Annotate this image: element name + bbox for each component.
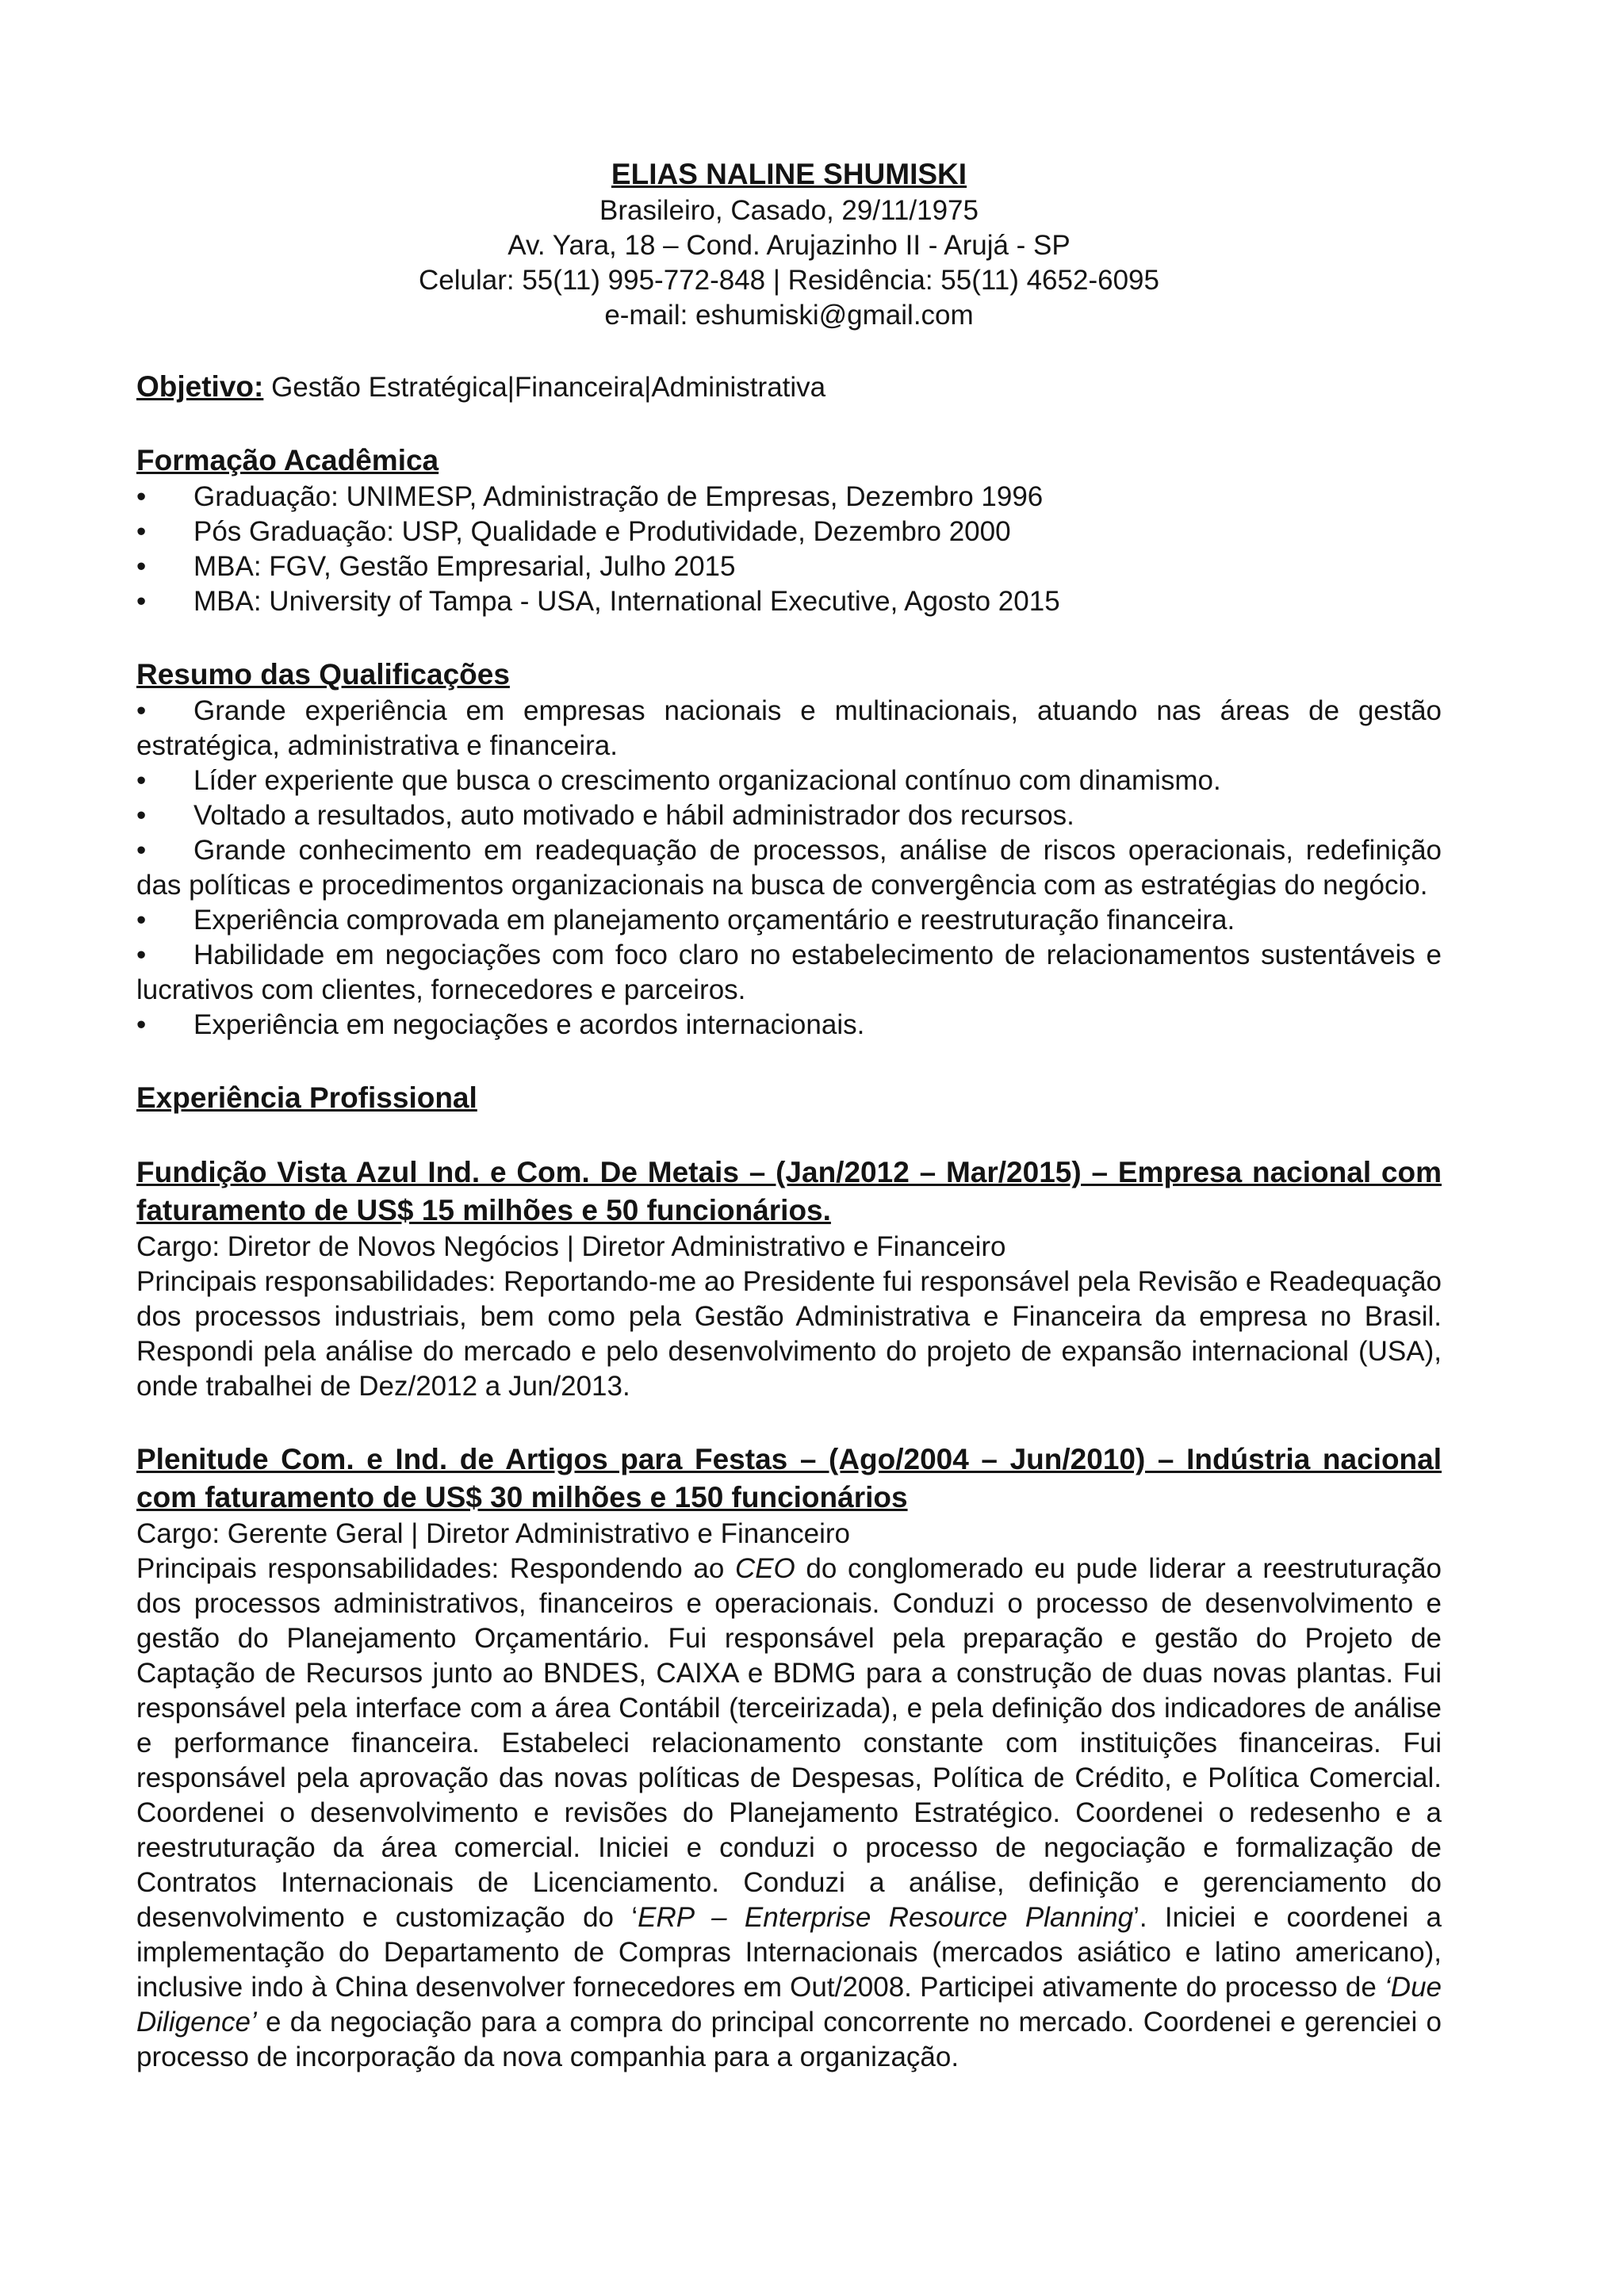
list-item: • Experiência em negociações e acordos internacionais. bbox=[136, 1008, 1442, 1043]
list-item: • Voltado a resultados, auto motivado e hábil administrador dos recursos. bbox=[136, 798, 1442, 833]
objective-text: Gestão Estratégica|Financeira|Administrativa bbox=[271, 372, 826, 403]
bullet-icon: • bbox=[136, 516, 147, 547]
bullet-icon: • bbox=[136, 939, 147, 970]
bullet-icon: • bbox=[136, 481, 147, 512]
personal-info: Brasileiro, Casado, 29/11/1975 bbox=[599, 195, 979, 226]
address: Av. Yara, 18 – Cond. Arujazinho II - Arujá - SP bbox=[508, 230, 1071, 261]
objective-line bbox=[136, 369, 1442, 405]
job2-company: Plenitude Com. e Ind. de Artigos para Festas – (Ago/2004 – Jun/2010) – Indústria nacional com faturamento de US$ 30 milhões e 150 funcionários bbox=[136, 1443, 1442, 1513]
email: e-mail: eshumiski@gmail.com bbox=[604, 300, 974, 331]
qualifications-list bbox=[136, 694, 1442, 1043]
list-item: • Grande conhecimento em readequação de processos, análise de riscos operacionais, redefinição das políticas e procedimentos organizacionais na busca de convergência com as estratégias do negócio. bbox=[136, 835, 1442, 901]
education-list bbox=[136, 480, 1442, 619]
bullet-icon: • bbox=[136, 586, 147, 617]
list-item: • Experiência comprovada em planejamento orçamentário e reestruturação financeira. bbox=[136, 903, 1442, 938]
bullet-icon: • bbox=[136, 695, 147, 726]
list-item: • Pós Graduação: USP, Qualidade e Produtividade, Dezembro 2000 bbox=[136, 515, 1442, 549]
education-title: Formação Acadêmica bbox=[136, 444, 439, 476]
resume-page bbox=[136, 155, 1442, 2075]
qualifications-title: Resumo das Qualificações bbox=[136, 658, 510, 691]
bullet-icon: • bbox=[136, 800, 147, 831]
resume-header bbox=[136, 155, 1442, 333]
candidate-name: ELIAS NALINE SHUMISKI bbox=[611, 158, 967, 190]
bullet-icon: • bbox=[136, 765, 147, 796]
bullet-icon: • bbox=[136, 835, 147, 866]
list-item: • Habilidade em negociações com foco claro no estabelecimento de relacionamentos sustentáveis e lucrativos com clientes, fornecedores e parceiros. bbox=[136, 939, 1442, 1005]
job1-responsibilities: Principais responsabilidades: Reportando-me ao Presidente fui responsável pela Revisão e Readequação dos processos industriais, bem como pela Gestão Administrativa e Financeira da empresa no Brasil. Respondi pela análise do mercado e pelo desenvolvimento do projeto de expansão internacional (USA), onde trabalhei de Dez/2012 a Jun/2013. bbox=[136, 1266, 1442, 1402]
list-item: • MBA: University of Tampa - USA, International Executive, Agosto 2015 bbox=[136, 584, 1442, 619]
list-item: • Grande experiência em empresas nacionais e multinacionais, atuando nas áreas de gestão estratégica, administrativa e financeira. bbox=[136, 695, 1442, 761]
job1-company: Fundição Vista Azul Ind. e Com. De Metais – (Jan/2012 – Mar/2015) – Empresa nacional com faturamento de US$ 15 milhões e 50 funcionários. bbox=[136, 1156, 1442, 1226]
experience-title: Experiência Profissional bbox=[136, 1081, 477, 1114]
list-item: • MBA: FGV, Gestão Empresarial, Julho 2015 bbox=[136, 549, 1442, 584]
bullet-icon: • bbox=[136, 1009, 147, 1040]
bullet-icon: • bbox=[136, 551, 147, 582]
erp-term: ERP – Enterprise Resource Planning bbox=[638, 1902, 1134, 1933]
list-item: • Líder experiente que busca o crescimento organizacional contínuo com dinamismo. bbox=[136, 763, 1442, 798]
job2-cargo: Cargo: Gerente Geral | Diretor Administrativo e Financeiro bbox=[136, 1518, 851, 1549]
job2-responsibilities: Principais responsabilidades: Respondendo ao CEO do conglomerado eu pude liderar a reestruturação dos processos administrativos, financeiros e operacionais. Conduzi o processo de desenvolvimento e gestão do Planejamento Orçamentário. Fui responsável pela preparação e gestão do Projeto de Captação de Recursos junto ao BNDES, CAIXA e BDMG para a construção de duas novas plantas. Fui responsável pela interface com a área Contábil (terceirizada), e pela definição dos indicadores de análise e performance financeira. Estabeleci relacionamento constante com instituições financeiras. Fui responsável pela aprovação das novas políticas de Despesas, Política de Crédito, e Política Comercial. Coordenei o desenvolvimento e revisões do Planejamento Estratégico. Coordenei o redesenho e a reestruturação da área comercial. Iniciei e conduzi o processo de negociação e formalização de Contratos Internacionais de Licenciamento. Conduzi a análise, definição e gerenciamento do desenvolvimento e customização do ‘ERP – Enterprise Resource Planning’. Iniciei e coordenei a implementação do Departamento de Compras Internacionais (mercados asiático e latino americano), inclusive indo à China desenvolver fornecedores em Out/2008. Participei ativamente do processo de ‘Due Diligence’ e da negociação para a compra do principal concorrente no mercado. Coordenei e gerenciei o processo de incorporação da nova companhia para a organização. bbox=[136, 1553, 1442, 2072]
bullet-icon: • bbox=[136, 905, 147, 936]
due-diligence-term: ‘Due Diligence’ bbox=[136, 1972, 1442, 2038]
ceo-term: CEO bbox=[734, 1553, 795, 1584]
phone-numbers: Celular: 55(11) 995-772-848 | Residência: 55(11) 4652-6095 bbox=[419, 265, 1159, 296]
list-item: • Graduação: UNIMESP, Administração de Empresas, Dezembro 1996 bbox=[136, 480, 1442, 515]
job1-cargo: Cargo: Diretor de Novos Negócios | Diretor Administrativo e Financeiro bbox=[136, 1231, 1006, 1262]
objective-label: Objetivo: bbox=[136, 370, 264, 403]
